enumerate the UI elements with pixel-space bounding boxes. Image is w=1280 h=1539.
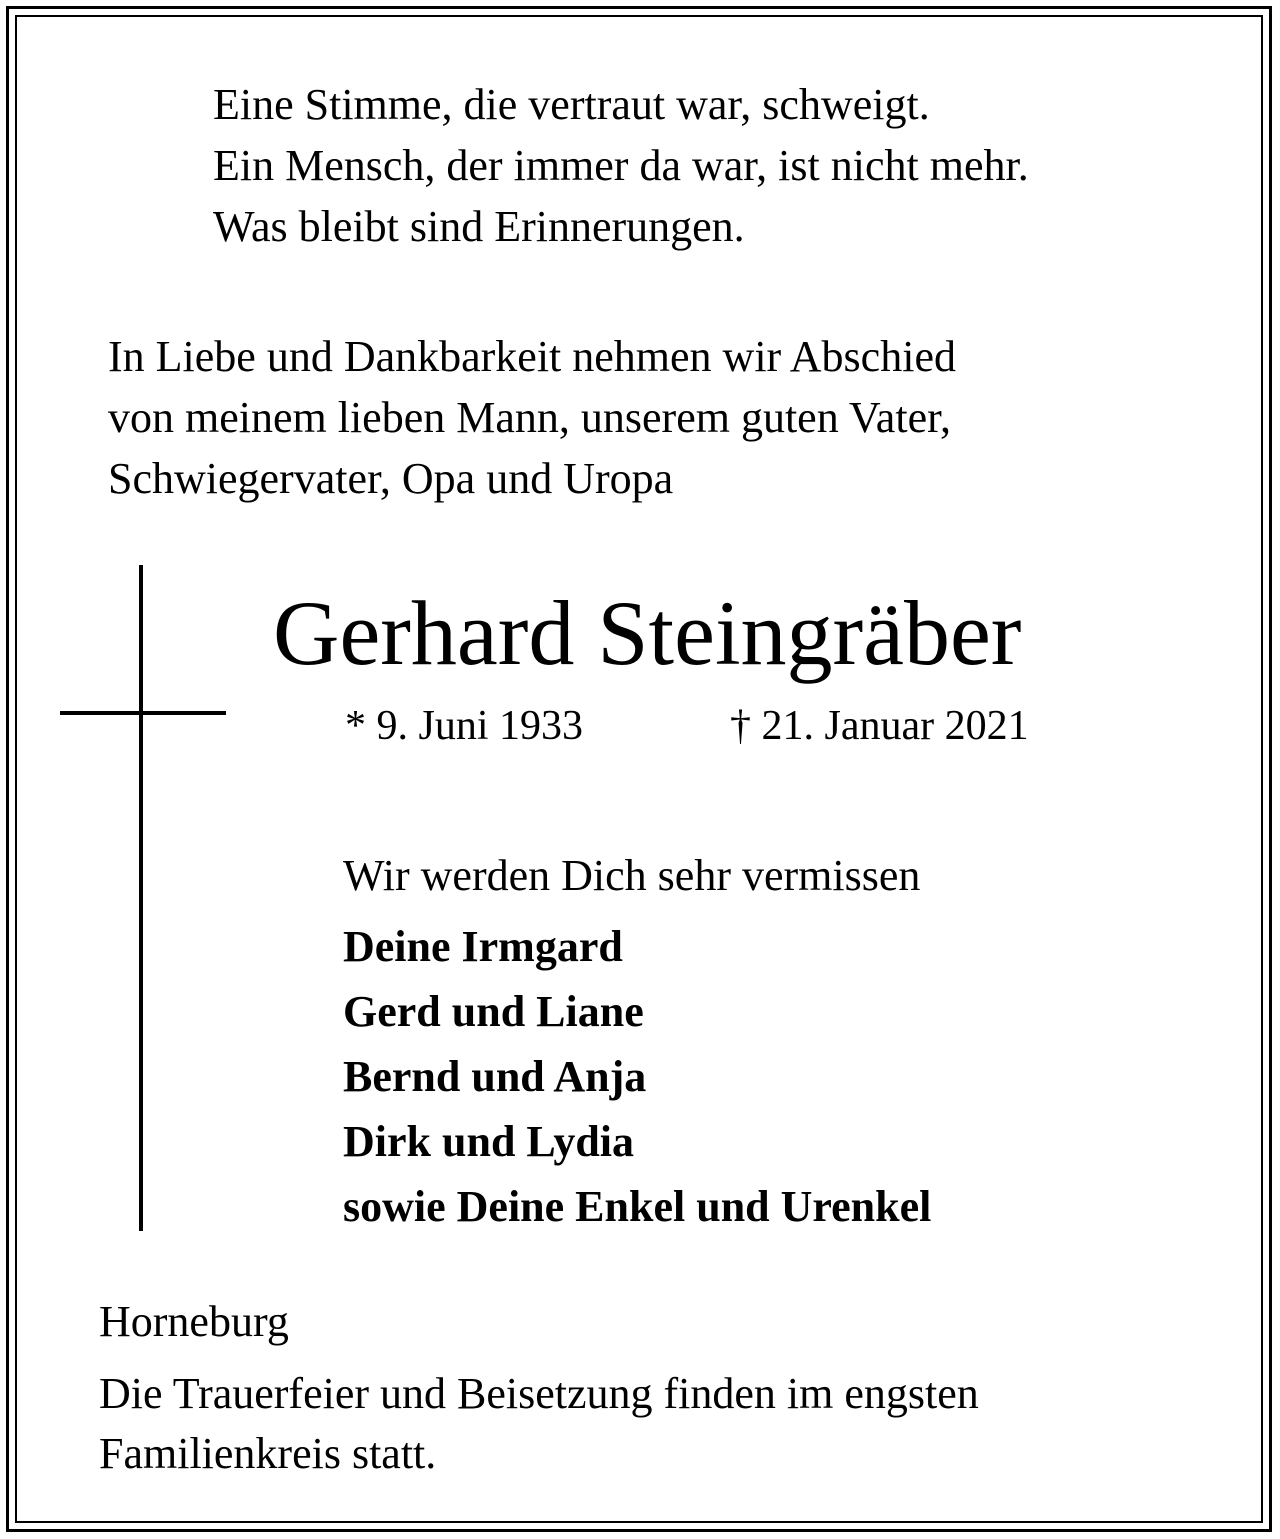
mourners-intro: Wir werden Dich sehr vermissen xyxy=(343,851,921,900)
birth-date: * 9. Juni 1933 xyxy=(345,703,584,749)
notice-line-1: Die Trauerfeier und Beisetzung finden im engsten xyxy=(99,1369,979,1418)
poem-line-1: Eine Stimme, die vertraut war, schweigt. xyxy=(213,80,930,129)
mourner-name: sowie Deine Enkel und Urenkel xyxy=(343,1182,932,1231)
death-date: † 21. Januar 2021 xyxy=(730,703,1029,749)
mourner-name: Dirk und Lydia xyxy=(343,1117,635,1166)
mourner-name: Bernd und Anja xyxy=(343,1052,647,1101)
intro-line-1: In Liebe und Dankbarkeit nehmen wir Abschied xyxy=(108,332,956,381)
poem-line-2: Ein Mensch, der immer da war, ist nicht mehr. xyxy=(213,141,1029,190)
cross-horizontal-bar xyxy=(60,711,226,715)
cross-vertical-bar xyxy=(139,565,143,1231)
intro-line-3: Schwiegervater, Opa und Uropa xyxy=(108,454,674,503)
deceased-name: Gerhard Steingräber xyxy=(273,582,1022,684)
mourner-name: Gerd und Liane xyxy=(343,987,644,1036)
intro-line-2: von meinem lieben Mann, unserem guten Vater, xyxy=(108,393,951,442)
notice-line-2: Familienkreis statt. xyxy=(99,1429,437,1478)
place: Horneburg xyxy=(99,1297,289,1346)
poem-line-3: Was bleibt sind Erinnerungen. xyxy=(213,202,745,251)
mourner-name: Deine Irmgard xyxy=(343,922,623,971)
